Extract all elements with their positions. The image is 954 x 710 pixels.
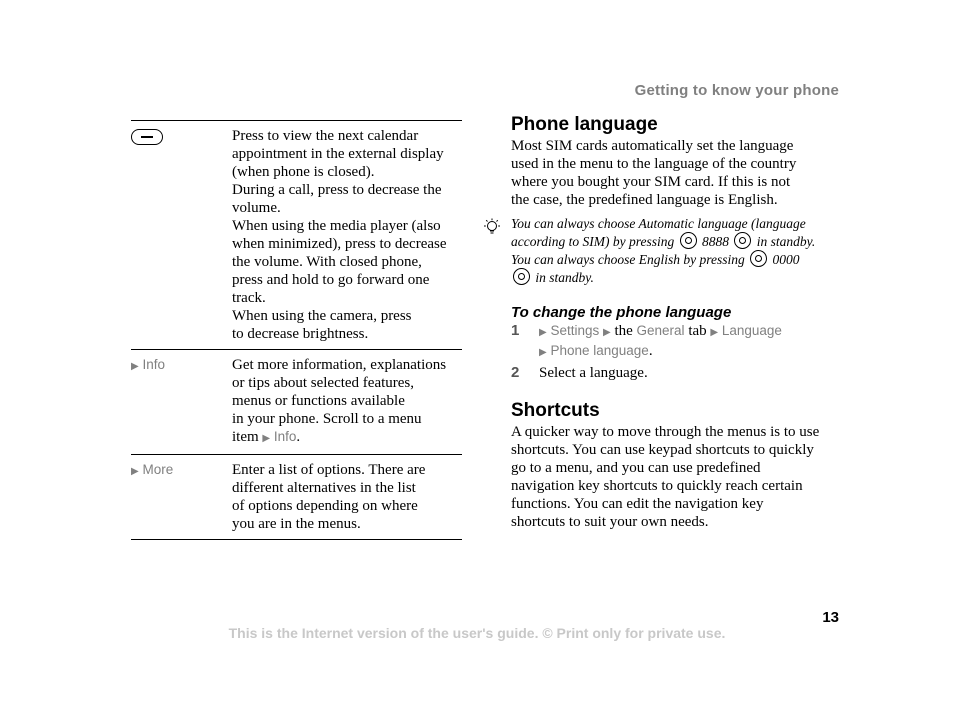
text-line: functions. You can edit the navigation key xyxy=(511,496,764,512)
text-line: track. xyxy=(232,290,266,306)
shortcuts-heading: Shortcuts xyxy=(511,400,600,421)
tip-note xyxy=(511,215,841,286)
settings-label: Settings xyxy=(550,323,600,338)
text-line xyxy=(539,342,782,362)
table-key-cell xyxy=(131,356,232,448)
text-line: when minimized), press to decrease xyxy=(232,236,447,252)
step-number: 2 xyxy=(511,364,520,381)
text-fragment: . xyxy=(296,429,301,445)
text-fragment: tab xyxy=(688,323,707,339)
arrow-right-icon: ▶ xyxy=(262,433,271,444)
text-fragment: item xyxy=(232,429,259,445)
page-number: 13 xyxy=(822,609,839,626)
menu-path-language xyxy=(710,323,782,338)
text-line: or tips about selected features, xyxy=(232,375,415,391)
text-line: to decrease brightness. xyxy=(232,326,369,342)
table-desc-cell xyxy=(232,127,462,343)
text-line: press and hold to go forward one xyxy=(232,272,430,288)
navigation-key-icon xyxy=(513,268,530,285)
arrow-right-icon: ▶ xyxy=(603,327,611,338)
text-line: You can always choose Automatic language (language xyxy=(511,216,806,231)
arrow-right-icon: ▶ xyxy=(710,327,719,338)
text-fragment: in standby. xyxy=(756,234,816,249)
text-line: different alternatives in the list xyxy=(232,480,416,496)
text-line xyxy=(232,428,462,448)
lightbulb-icon xyxy=(482,218,502,238)
text-line: the volume. With closed phone, xyxy=(232,254,422,270)
text-line: used in the menu to the language of the country xyxy=(511,156,797,172)
step-number: 1 xyxy=(511,322,520,339)
navigation-key-icon xyxy=(734,232,751,249)
key-functions-table xyxy=(131,120,462,540)
language-label: Language xyxy=(721,323,782,338)
text-line: When using the media player (also xyxy=(232,218,441,234)
table-key-cell xyxy=(131,127,232,343)
general-tab-label: General xyxy=(636,323,685,338)
navigation-key-icon xyxy=(680,232,697,249)
phone-language-label: Phone language xyxy=(550,343,649,358)
phone-language-paragraph xyxy=(511,137,841,209)
text-line: (when phone is closed). xyxy=(232,164,375,180)
table-row xyxy=(131,120,462,349)
text-line xyxy=(511,268,841,286)
table-desc-cell xyxy=(232,461,462,533)
text-fragment: 8888 xyxy=(701,234,729,249)
text-line: navigation key shortcuts to quickly reach certain xyxy=(511,478,803,494)
text-line: you are in the menus. xyxy=(232,516,361,532)
menu-path-settings xyxy=(539,323,599,338)
text-fragment: 0000 xyxy=(772,252,800,267)
text-line: During a call, press to decrease the xyxy=(232,182,442,198)
text-fragment: . xyxy=(648,343,653,359)
section-header: Getting to know your phone xyxy=(634,82,839,99)
text-line: go to a menu, and you can use predefined xyxy=(511,460,761,476)
more-label: More xyxy=(142,462,174,477)
text-line: shortcuts. You can use keypad shortcuts to quickly xyxy=(511,442,814,458)
menu-path-phone-language xyxy=(539,343,649,358)
text-line: appointment in the external display xyxy=(232,146,444,162)
table-row xyxy=(131,454,462,540)
text-line xyxy=(511,250,841,268)
text-fragment: the xyxy=(614,323,633,339)
arrow-right-icon: ▶ xyxy=(539,347,547,358)
text-fragment: You can always choose English by pressing xyxy=(511,252,745,267)
text-line xyxy=(511,232,841,250)
procedure-heading: To change the phone language xyxy=(511,304,732,321)
text-line: the case, the predefined language is English. xyxy=(511,192,778,208)
info-link-label: Info xyxy=(273,429,297,444)
text-line: volume. xyxy=(232,200,281,216)
text-line: menus or functions available xyxy=(232,393,405,409)
table-row xyxy=(131,349,462,454)
arrow-right-icon: ▶ xyxy=(539,327,547,338)
right-column xyxy=(511,113,841,531)
info-key-label xyxy=(131,357,165,372)
arrow-right-icon: ▶ xyxy=(131,466,139,477)
arrow-right-icon: ▶ xyxy=(131,361,139,372)
step-2 xyxy=(511,364,841,382)
info-label: Info xyxy=(142,357,165,372)
text-line xyxy=(539,322,782,342)
text-line: shortcuts to suit your own needs. xyxy=(511,514,709,530)
shortcuts-paragraph xyxy=(511,423,841,531)
text-line: Enter a list of options. There are xyxy=(232,462,426,478)
text-line: Most SIM cards automatically set the language xyxy=(511,138,794,154)
text-fragment: in standby. xyxy=(535,270,594,285)
text-fragment: according to SIM) by pressing xyxy=(511,234,675,249)
table-desc-cell xyxy=(232,356,462,448)
step-text xyxy=(539,322,782,362)
text-line: of options depending on where xyxy=(232,498,418,514)
table-key-cell xyxy=(131,461,232,533)
step-text: Select a language. xyxy=(539,365,648,381)
step-1 xyxy=(511,322,841,362)
phone-language-heading: Phone language xyxy=(511,114,658,135)
text-line: Get more information, explanations xyxy=(232,357,447,373)
minus-key-icon xyxy=(131,129,163,145)
text-line: in your phone. Scroll to a menu xyxy=(232,411,422,427)
more-key-label xyxy=(131,462,173,477)
text-line: Press to view the next calendar xyxy=(232,128,419,144)
text-line: where you bought your SIM card. If this is not xyxy=(511,174,791,190)
footer-disclaimer: This is the Internet version of the user's guide. © Print only for private use. xyxy=(228,625,726,641)
info-menu-link xyxy=(262,429,296,444)
text-line: A quicker way to move through the menus is to use xyxy=(511,424,820,440)
text-line: When using the camera, press xyxy=(232,308,412,324)
navigation-key-icon xyxy=(750,250,767,267)
